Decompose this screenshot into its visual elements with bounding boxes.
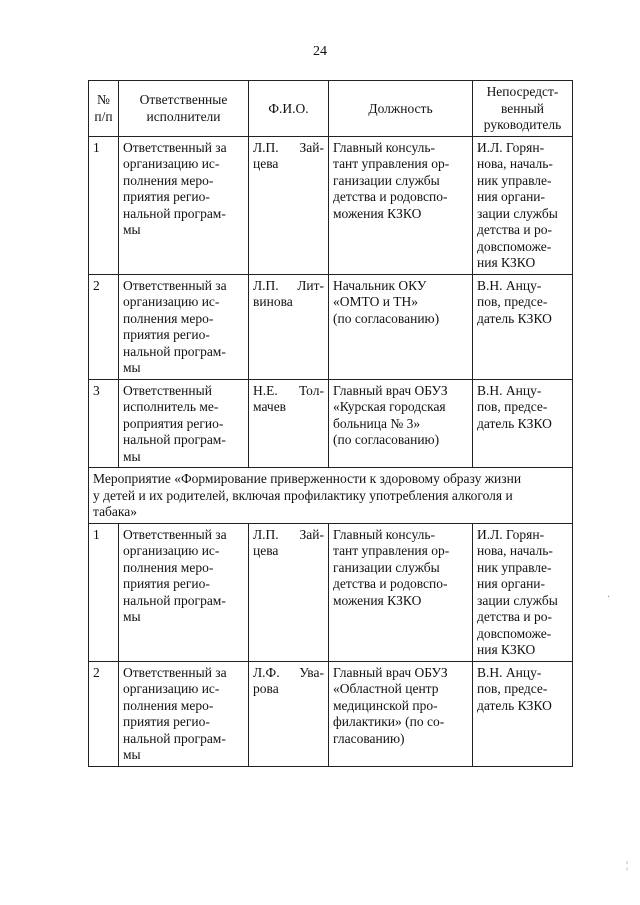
- fio-part: мачев: [253, 399, 287, 414]
- text-line: табака»: [93, 504, 138, 519]
- text-line: В.Н. Анцу-: [477, 277, 542, 293]
- text-line: зации службы: [477, 592, 558, 608]
- text-line: тант управления ор-: [333, 543, 450, 558]
- fio-part: цева: [253, 543, 279, 558]
- table-row: [89, 136, 573, 274]
- text-line: Ответственный за: [123, 139, 227, 155]
- text-line: медицинской про-: [333, 697, 438, 713]
- table-row: [89, 523, 573, 661]
- manager-cell: [473, 274, 573, 379]
- table-row: [89, 379, 573, 468]
- fio-line: [253, 278, 324, 295]
- fio-part: рова: [253, 681, 279, 696]
- text-line: датель КЗКО: [477, 697, 552, 713]
- section-title-row: [89, 468, 573, 524]
- fio-line: [253, 543, 324, 560]
- text-line: датель КЗКО: [477, 415, 552, 431]
- fio-line: [253, 527, 324, 544]
- text-line: Ответственный за: [123, 526, 227, 542]
- text-line: ния органи-: [477, 189, 546, 204]
- scan-mark: ¦: [626, 860, 629, 871]
- text-line: пов, предсе-: [477, 399, 548, 414]
- text-line: Должность: [368, 100, 433, 116]
- fio-cell: [249, 661, 329, 766]
- text-line: (по согласованию): [333, 310, 440, 326]
- text-line: детства и ро-: [477, 609, 552, 624]
- manager-cell: [473, 136, 573, 274]
- text-line: полнения меро-: [123, 310, 214, 326]
- text-line: организацию ис-: [123, 156, 220, 171]
- text-line: Непосредст-: [486, 84, 559, 99]
- row-number: 2: [89, 661, 119, 766]
- text-line: организацию ис-: [123, 681, 220, 696]
- text-line: ганизации службы: [333, 172, 440, 188]
- text-line: Начальник ОКУ: [333, 277, 427, 293]
- text-line: «Курская городская: [333, 399, 446, 414]
- text-line: (по согласованию): [333, 432, 440, 447]
- fio-line: [253, 156, 324, 173]
- text-line: венный: [500, 100, 545, 116]
- header-manager: [473, 81, 573, 137]
- text-line: пов, предсе-: [477, 294, 548, 309]
- responsible-persons-table: [88, 80, 573, 767]
- fio-line: [253, 294, 324, 311]
- text-line: детства и родовспо-: [333, 576, 448, 591]
- fio-line: [253, 140, 324, 157]
- text-line: В.Н. Анцу-: [477, 382, 542, 398]
- fio-part: Л.Ф.: [253, 664, 280, 680]
- position-cell: [329, 274, 473, 379]
- row-number: 2: [89, 274, 119, 379]
- text-line: нова, началь-: [477, 156, 553, 171]
- table-body: [89, 136, 573, 766]
- fio-part: Л.П.: [253, 139, 279, 155]
- fio-cell: [249, 274, 329, 379]
- text-line: мы: [123, 222, 141, 237]
- text-line: больница № 3»: [333, 415, 421, 431]
- scan-mark: ·: [607, 592, 611, 603]
- text-line: довспоможе-: [477, 625, 552, 641]
- position-cell: [329, 379, 473, 468]
- text-line: «Областной центр: [333, 681, 439, 696]
- text-line: гласованию): [333, 730, 405, 746]
- header-fio: [249, 81, 329, 137]
- text-line: Мероприятие «Формирование приверженности к здоровому образу жизни: [93, 471, 522, 486]
- fio-line: [253, 681, 324, 698]
- fio-part: Зай-: [299, 526, 324, 542]
- text-line: датель КЗКО: [477, 310, 552, 326]
- text-line: мы: [123, 360, 141, 375]
- text-line: приятия регио-: [123, 714, 210, 729]
- text-line: нальной програм-: [123, 432, 226, 447]
- text-line: полнения меро-: [123, 697, 214, 713]
- responsible-cell: [119, 274, 249, 379]
- fio-cell: [249, 379, 329, 468]
- text-line: приятия регио-: [123, 327, 210, 342]
- text-line: Ответственные: [139, 92, 228, 108]
- fio-part: Тол-: [298, 382, 324, 398]
- text-line: у детей и их родителей, включая профилактику употребления алкоголя и: [93, 487, 513, 503]
- row-number: 1: [89, 523, 119, 661]
- text-line: довспоможе-: [477, 238, 552, 254]
- text-line: организацию ис-: [123, 543, 220, 558]
- fio-part: Лит-: [297, 277, 324, 293]
- position-cell: [329, 136, 473, 274]
- fio-line: [253, 399, 324, 416]
- manager-cell: [473, 379, 573, 468]
- text-line: нальной програм-: [123, 343, 226, 359]
- text-line: мы: [123, 747, 141, 762]
- responsible-cell: [119, 379, 249, 468]
- text-line: Ответственный за: [123, 277, 227, 293]
- text-line: нова, началь-: [477, 543, 553, 558]
- text-line: И.Л. Горян-: [477, 526, 545, 542]
- fio-part: Зай-: [299, 139, 324, 155]
- header-num: [89, 81, 119, 137]
- text-line: Ответственный за: [123, 664, 227, 680]
- manager-cell: [473, 661, 573, 766]
- text-line: «ОМТО и ТН»: [333, 294, 419, 309]
- responsible-cell: [119, 136, 249, 274]
- text-line: ник управле-: [477, 172, 552, 188]
- row-number: 3: [89, 379, 119, 468]
- text-line: ния КЗКО: [477, 642, 536, 657]
- fio-line: [253, 383, 324, 400]
- text-line: ния органи-: [477, 576, 546, 591]
- responsible-cell: [119, 661, 249, 766]
- text-line: зации службы: [477, 205, 558, 221]
- fio-part: Н.Е.: [253, 382, 278, 398]
- text-line: нальной програм-: [123, 730, 226, 746]
- text-line: детства и ро-: [477, 222, 552, 237]
- text-line: Главный врач ОБУЗ: [333, 664, 448, 680]
- text-line: Главный консуль-: [333, 139, 435, 155]
- text-line: И.Л. Горян-: [477, 139, 545, 155]
- fio-part: цева: [253, 156, 279, 171]
- text-line: ния КЗКО: [477, 255, 536, 270]
- text-line: мы: [123, 448, 141, 464]
- text-line: можения КЗКО: [333, 592, 422, 608]
- header-position: [329, 81, 473, 137]
- text-line: В.Н. Анцу-: [477, 664, 542, 680]
- text-line: детства и родовспо-: [333, 189, 448, 204]
- fio-cell: [249, 523, 329, 661]
- header-responsible: [119, 81, 249, 137]
- page-number: 24: [313, 44, 327, 59]
- text-line: роприятия регио-: [123, 415, 224, 431]
- fio-part: винова: [253, 294, 293, 309]
- text-line: приятия регио-: [123, 576, 210, 591]
- fio-part: Л.П.: [253, 277, 279, 293]
- text-line: руководитель: [483, 117, 562, 132]
- position-cell: [329, 661, 473, 766]
- responsible-cell: [119, 523, 249, 661]
- text-line: полнения меро-: [123, 172, 214, 188]
- fio-cell: [249, 136, 329, 274]
- text-line: №: [97, 92, 110, 108]
- table-header-row: [89, 81, 573, 137]
- table-row: [89, 274, 573, 379]
- text-line: нальной програм-: [123, 592, 226, 608]
- text-line: Главный консуль-: [333, 526, 435, 542]
- row-number: 1: [89, 136, 119, 274]
- text-line: филактики» (по со-: [333, 714, 445, 729]
- text-line: исполнители: [146, 108, 221, 124]
- text-line: ганизации службы: [333, 559, 440, 575]
- text-line: полнения меро-: [123, 559, 214, 575]
- text-line: пов, предсе-: [477, 681, 548, 696]
- fio-part: Ува-: [299, 664, 324, 680]
- text-line: ник управле-: [477, 559, 552, 575]
- text-line: Ответственный: [123, 382, 212, 398]
- text-line: исполнитель ме-: [123, 399, 219, 414]
- text-line: тант управления ор-: [333, 156, 450, 171]
- text-line: организацию ис-: [123, 294, 220, 309]
- text-line: нальной програм-: [123, 205, 226, 221]
- text-line: приятия регио-: [123, 189, 210, 204]
- fio-line: [253, 665, 324, 682]
- fio-part: Л.П.: [253, 526, 279, 542]
- table-row: [89, 661, 573, 766]
- manager-cell: [473, 523, 573, 661]
- text-line: п/п: [94, 108, 113, 124]
- text-line: Ф.И.О.: [268, 100, 309, 116]
- text-line: можения КЗКО: [333, 205, 422, 221]
- section-title: [89, 468, 573, 524]
- position-cell: [329, 523, 473, 661]
- text-line: Главный врач ОБУЗ: [333, 382, 448, 398]
- text-line: мы: [123, 609, 141, 624]
